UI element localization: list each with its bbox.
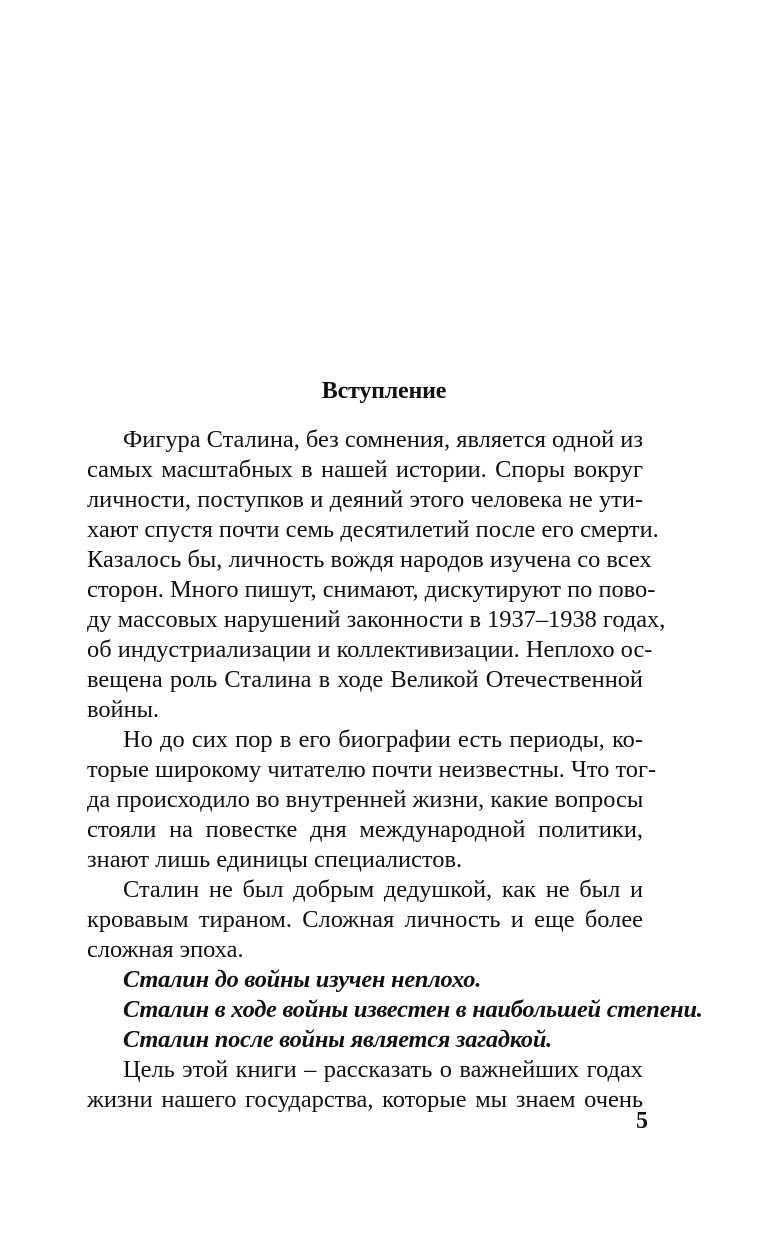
- text-line: войны.: [87, 696, 160, 723]
- text-line: Сталин не был добрым дедушкой, как не был и: [123, 876, 643, 903]
- text-line: да происходило во внутренней жизни, какие вопросы: [87, 786, 644, 813]
- emphasis-line: Сталин после войны является загадкой.: [123, 1026, 552, 1053]
- page-number: 5: [636, 1108, 648, 1134]
- text-line: самых масштабных в нашей истории. Споры вокруг: [87, 456, 643, 483]
- text-line: стояли на повестке дня международной политики,: [87, 816, 643, 843]
- text-line: жизни нашего государства, которые мы знаем очень: [87, 1086, 643, 1113]
- text-line: Фигура Сталина, без сомнения, является одной из: [123, 426, 643, 453]
- text-line: ду массовых нарушений законности в 1937–1938 годах,: [87, 606, 666, 633]
- paragraph-3: [87, 875, 643, 965]
- body-text: [87, 425, 703, 1115]
- text-line: об индустриализации и коллективизации. Неплохо ос-: [87, 636, 653, 663]
- paragraph-1: [87, 425, 666, 725]
- text-line: торые широкому читателю почти неизвестны. Что тог-: [87, 756, 657, 783]
- text-line: личности, поступков и деяний этого человека не ути-: [87, 486, 643, 513]
- text-line: знают лишь единицы специалистов.: [87, 846, 463, 873]
- text-line: хают спустя почти семь десятилетий после его смерти.: [87, 516, 659, 543]
- text-line: Цель этой книги – рассказать о важнейших годах: [123, 1056, 643, 1083]
- text-line: вещена роль Сталина в ходе Великой Отечественной: [87, 666, 643, 693]
- paragraph-2: [87, 725, 657, 875]
- emphasis-line: Сталин в ходе войны известен в наибольшей степени.: [123, 996, 703, 1023]
- text-line: Казалось бы, личность вождя народов изучена со всех: [87, 546, 652, 573]
- emphasis-line: Сталин до войны изучен неплохо.: [123, 966, 482, 993]
- paragraph-4: [87, 1055, 643, 1115]
- text-line: кровавым тираном. Сложная личность и еще более: [87, 906, 643, 933]
- text-line: сложная эпоха.: [87, 936, 244, 963]
- text-line: сторон. Много пишут, снимают, дискутируют по пово-: [87, 576, 656, 603]
- chapter-heading: Вступление: [321, 378, 447, 404]
- text-line: Но до сих пор в его биографии есть периоды, ко-: [123, 726, 643, 753]
